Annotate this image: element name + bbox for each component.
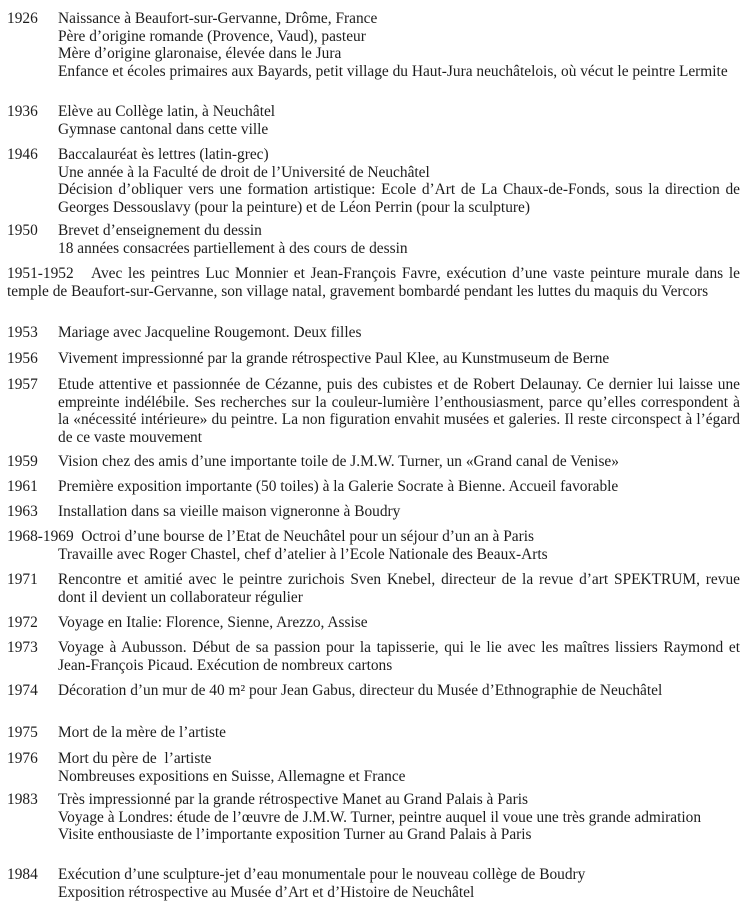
entry-line: Etude attentive et passionnée de Cézanne, puis des cubistes et de Robert Delaunay. Ce dernier lui laisse une empreinte indélébile. Ses recherches sur la couleur-lumière l’enthousiasment, parce qu’elles correspondent à la «nécessité intérieure» du peintre. La non figuration envahit musées et galeries. Il reste circonspect à l’égard de ce vaste mouvement [58, 376, 740, 446]
entry-text [58, 10, 740, 80]
entry-line: Travaille avec Roger Chastel, chef d’atelier à l’Ecole Nationale des Beaux-Arts [58, 545, 548, 563]
entry-line: Une année à la Faculté de droit de l’Université de Neuchâtel [58, 163, 430, 181]
chronology-entry [7, 614, 740, 632]
chronology-entry [7, 724, 740, 742]
entry-year: 1946 [7, 146, 38, 163]
chronology-entry [7, 571, 740, 606]
entry-year: 1957 [7, 376, 38, 393]
entry-text [58, 724, 740, 742]
entry-line: Décision d’obliquer vers une formation artistique: Ecole d’Art de La Chaux-de-Fonds, sous la direction de Georges Dessouslavy (pour la peinture) et de Léon Perrin (pour la sculpture) [58, 181, 740, 216]
entry-text [58, 478, 740, 496]
entry-line: Enfance et écoles primaires aux Bayards, petit village du Haut-Jura neuchâtelois, où vécut le peintre Lermite [58, 62, 728, 80]
chronology-entry [7, 639, 740, 674]
chronology-entry [7, 453, 740, 471]
entry-year: 1951-1952 [7, 265, 74, 282]
entry-text [58, 222, 740, 257]
entry-line: 18 années consacrées partiellement à des cours de dessin [58, 239, 408, 257]
entry-line: Elève au Collège latin, à Neuchâtel [58, 103, 276, 120]
entry-line: Brevet d’enseignement du dessin [58, 222, 262, 239]
chronology-entry [7, 791, 740, 844]
chronology-entry [7, 324, 740, 342]
entry-year: 1926 [7, 10, 38, 27]
entry-text [58, 376, 740, 446]
entry-text [58, 614, 740, 632]
entry-line: Baccalauréat ès lettres (latin-grec) [58, 146, 269, 163]
chronology-entry [7, 478, 740, 496]
entry-line: Première exposition importante (50 toiles) à la Galerie Socrate à Bienne. Accueil favorable [58, 478, 619, 495]
entry-line: Avec les peintres Luc Monnier et Jean-François Favre, exécution d’une vaste peinture murale dans le temple de Beaufort-sur-Gervanne, son village natal, gravement bombardé pendant les luttes du maquis du Vercors [7, 265, 740, 300]
entry-year: 1963 [7, 503, 38, 520]
entry-year: 1961 [7, 478, 38, 495]
entry-line: Exposition rétrospective au Musée d’Art et d’Histoire de Neuchâtel [58, 883, 475, 901]
entry-line: Gymnase cantonal dans cette ville [58, 120, 269, 138]
entry-line: Voyage à Aubusson. Début de sa passion pour la tapisserie, qui le lie avec les maîtres lissiers Raymond et Jean-François Picaud. Exécution de nombreux cartons [58, 639, 740, 674]
chronology-entry [7, 376, 740, 446]
entry-line: Rencontre et amitié avec le peintre zurichois Sven Knebel, directeur de la revue d’art SPEKTRUM, revue dont il devient un collaborateur régulier [58, 571, 740, 606]
entry-line: Naissance à Beaufort-sur-Gervanne, Drôme, France [58, 10, 378, 27]
entry-line: Vision chez des amis d’une importante toile de J.M.W. Turner, un «Grand canal de Venise» [58, 453, 619, 470]
entry-line: Décoration d’un mur de 40 m² pour Jean Gabus, directeur du Musée d’Ethnographie de Neuchâtel [58, 682, 663, 699]
entry-year: 1976 [7, 750, 38, 767]
chronology-entry [7, 222, 740, 257]
entry-year: 1950 [7, 222, 38, 239]
entry-year: 1959 [7, 453, 38, 470]
entry-text [58, 146, 740, 216]
entry-year: 1971 [7, 571, 38, 588]
entry-year: 1973 [7, 639, 38, 656]
entry-year: 1968-1969 [7, 528, 74, 545]
entry-line: Mère d’origine glaronaise, élevée dans le Jura [58, 45, 342, 63]
entry-year: 1956 [7, 350, 38, 367]
entry-text [58, 750, 740, 785]
entry-text [58, 103, 740, 138]
entry-line: Mariage avec Jacqueline Rougemont. Deux filles [58, 324, 362, 341]
chronology-entry [7, 503, 740, 521]
entry-text [58, 503, 740, 521]
entry-line: Mort du père de l’artiste [58, 750, 212, 767]
chronology-entry [7, 103, 740, 138]
entry-text [58, 791, 740, 844]
entry-line: Exécution d’une sculpture-jet d’eau monumentale pour le nouveau collège de Boudry [58, 866, 586, 883]
entry-line: Très impressionné par la grande rétrospective Manet au Grand Palais à Paris [58, 791, 528, 808]
entry-text [58, 324, 740, 342]
entry-year: 1972 [7, 614, 38, 631]
entry-line: Voyage en Italie: Florence, Sienne, Arezzo, Assise [58, 614, 368, 631]
entry-line: Installation dans sa vieille maison vigneronne à Boudry [58, 503, 401, 520]
entry-text [7, 528, 740, 563]
entry-year: 1984 [7, 866, 38, 883]
entry-text [58, 682, 740, 700]
entry-year: 1953 [7, 324, 38, 341]
entry-text [58, 866, 740, 901]
chronology-entry [7, 866, 740, 901]
entry-text [58, 571, 740, 606]
chronology-entry [7, 350, 740, 368]
chronology-entry [7, 528, 740, 563]
entry-text [7, 265, 740, 300]
entry-line: Octroi d’une bourse de l’Etat de Neuchâtel pour un séjour d’un an à Paris [81, 528, 535, 545]
chronology-entry [7, 265, 740, 300]
entry-year: 1974 [7, 682, 38, 699]
entry-line: Voyage à Londres: étude de l’œuvre de J.M.W. Turner, peintre auquel il voue une très grande admiration [58, 808, 702, 826]
entry-line: Visite enthousiaste de l’importante exposition Turner au Grand Palais à Paris [58, 826, 532, 844]
entry-line: Père d’origine romande (Provence, Vaud), pasteur [58, 27, 366, 45]
chronology-entry [7, 146, 740, 216]
entry-line: Nombreuses expositions en Suisse, Allemagne et France [58, 767, 406, 785]
entry-text [58, 639, 740, 674]
chronology-entry [7, 10, 740, 80]
entry-year: 1975 [7, 724, 38, 741]
entry-text [58, 350, 740, 368]
entry-text [58, 453, 740, 471]
entry-line: Mort de la mère de l’artiste [58, 724, 226, 741]
chronology-entry [7, 750, 740, 785]
entry-year: 1936 [7, 103, 38, 120]
entry-year: 1983 [7, 791, 38, 808]
entry-line: Vivement impressionné par la grande rétrospective Paul Klee, au Kunstmuseum de Berne [58, 350, 610, 367]
chronology-entry [7, 682, 740, 700]
